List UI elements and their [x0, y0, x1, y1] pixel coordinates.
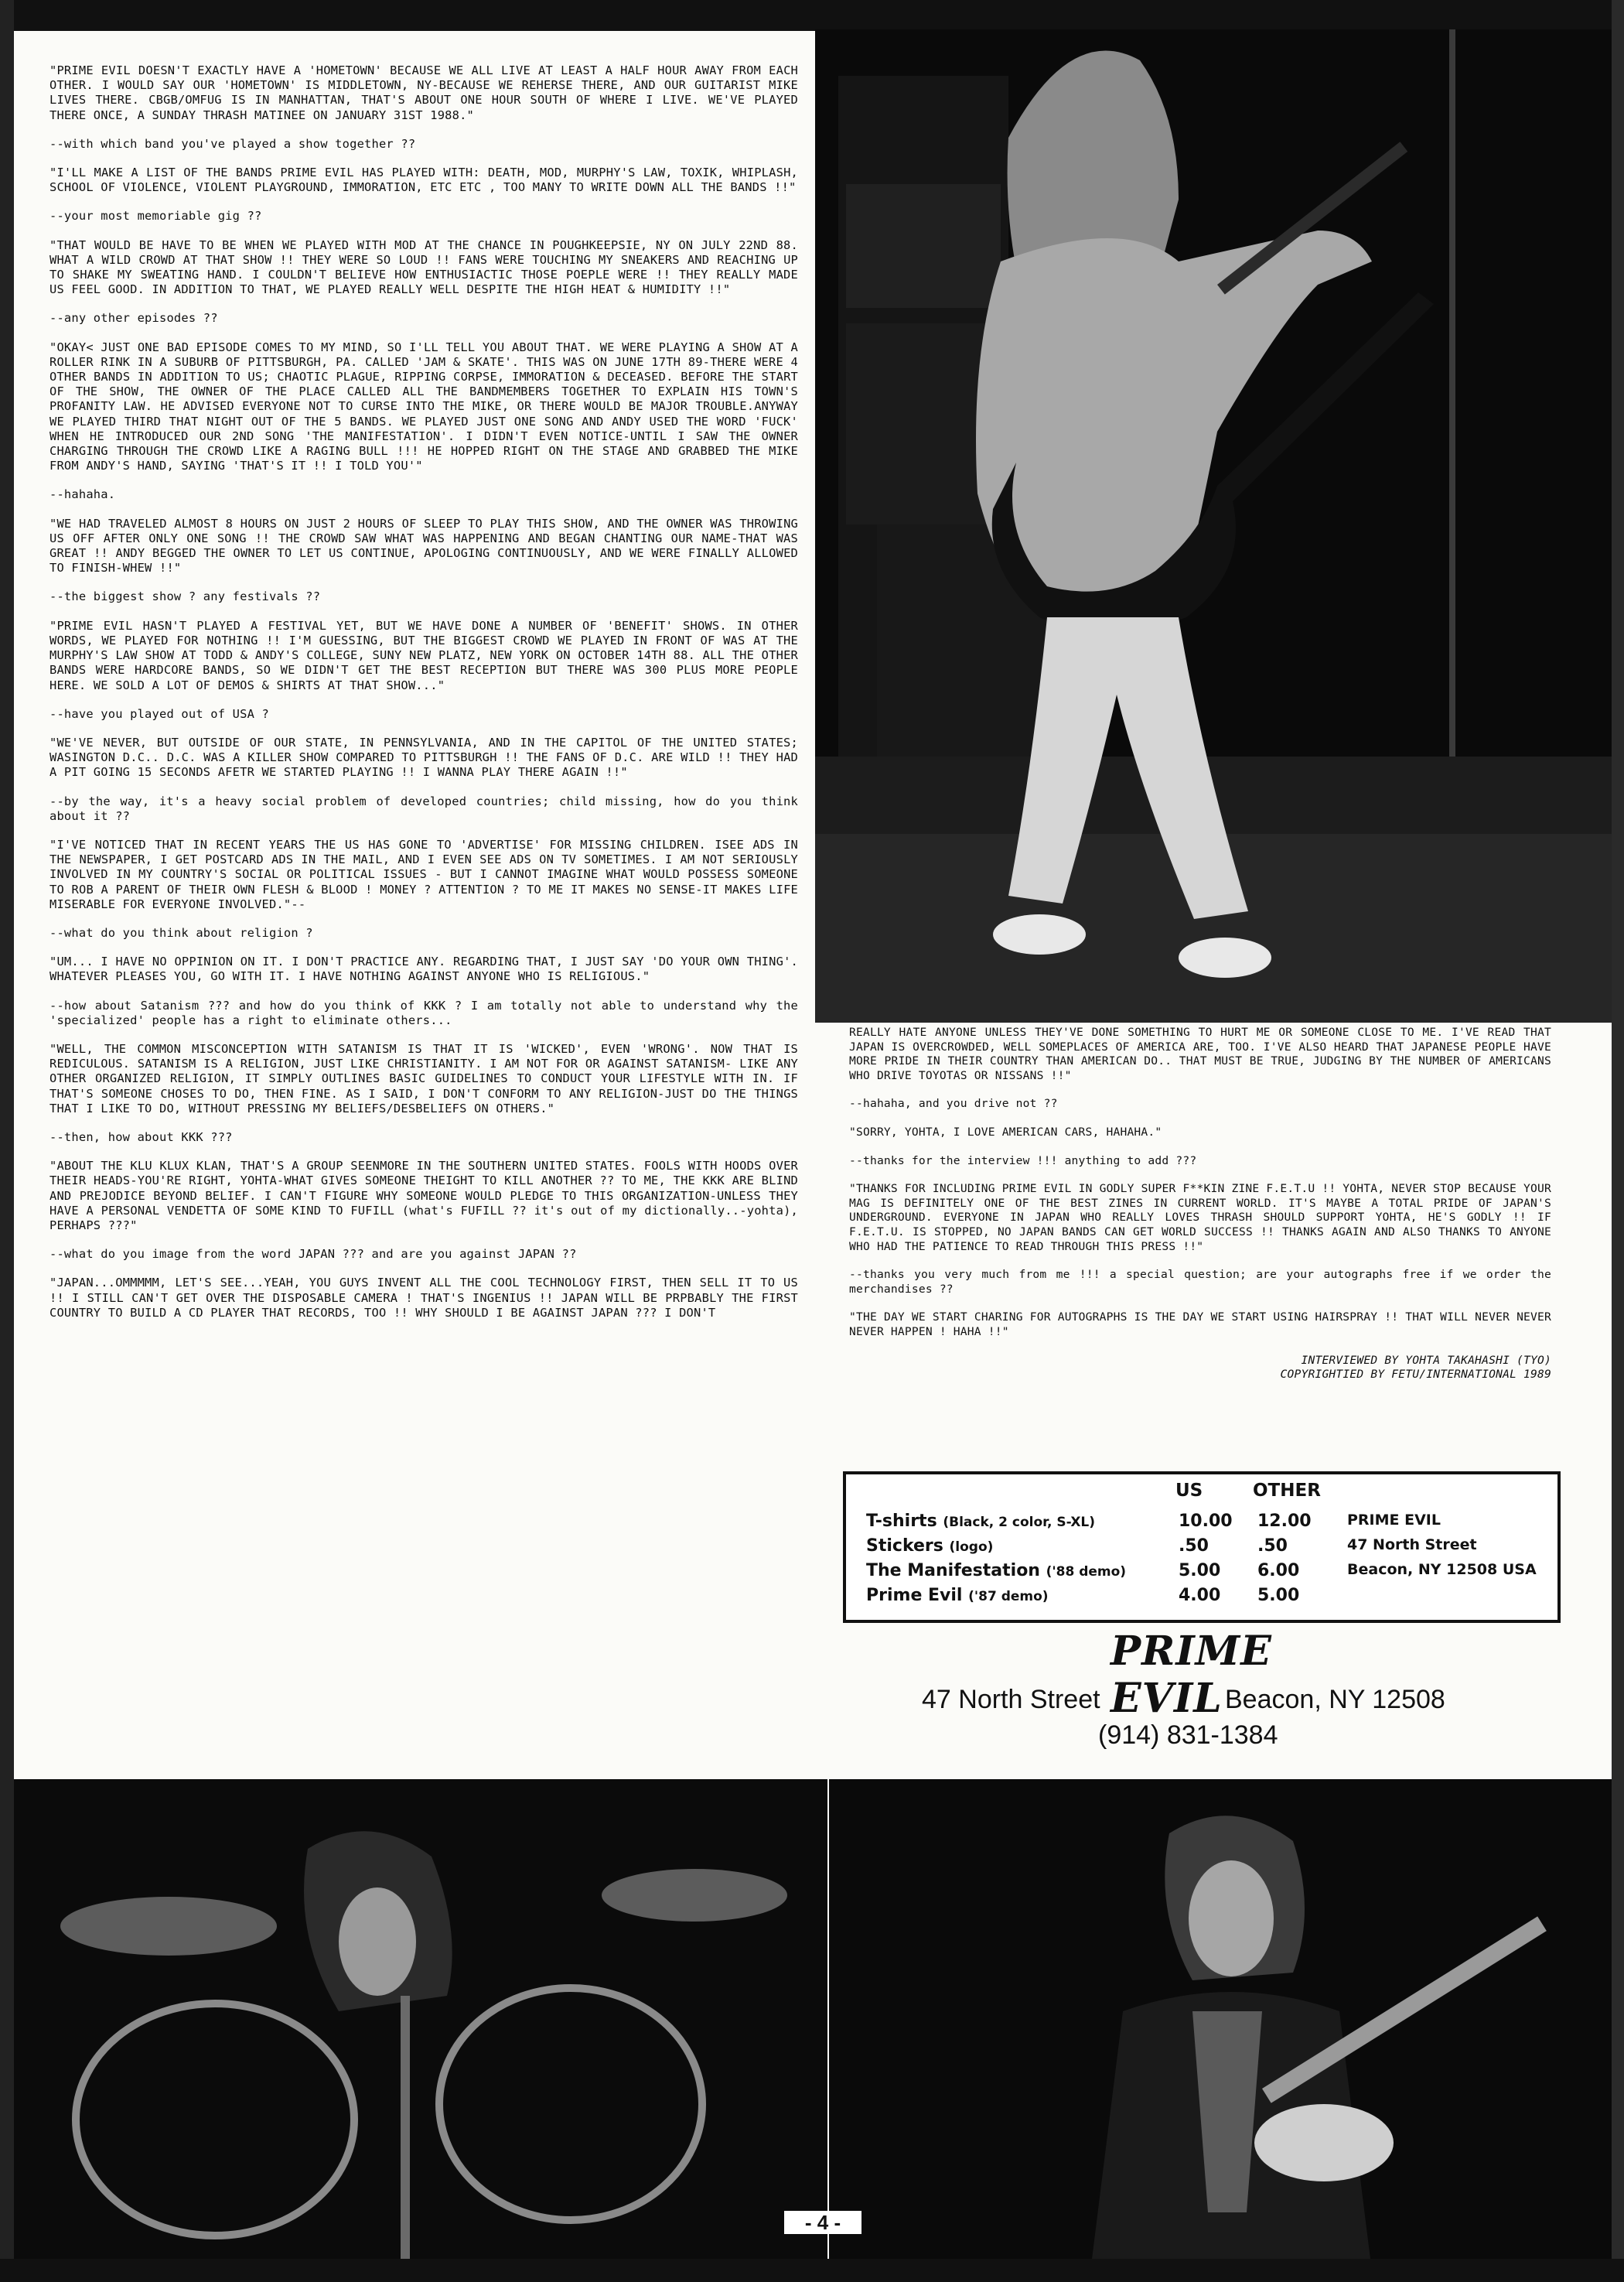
interview-answer: "UM... I HAVE NO OPPINION ON IT. I DON'T PRACTICE ANY. REGARDING THAT, I JUST SAY 'DO YOUR OWN THING'. WHATEVER PLEASES YOU, GO WITH IT. I HAVE NOTHING AGAINST ANYONE WHO IS RELIGIOUS.": [49, 955, 798, 984]
contact-street: 47 North Street: [922, 1685, 1100, 1714]
interview-answer: REALLY HATE ANYONE UNLESS THEY'VE DONE SOMETHING TO HURT ME OR SOMEONE CLOSE TO ME. I'VE READ THAT JAPAN IS OVERCROWDED, WELL SOMEPLACES OF AMERICA ARE, TOO. I'VE ALSO HEARD THAT JAPANESE PEOPLE HAVE MORE PRIDE IN THEIR COUNTRY THAN AMERICAN DO.. THAT MUST BE TRUE, JUDGING BY THE NUMBER OF AMERICANS WHO DRIVE TOYOTAS OR NISSANS !!": [849, 1026, 1551, 1082]
interview-answer: "WELL, THE COMMON MISCONCEPTION WITH SATANISM IS THAT IT IS 'WICKED', EVEN 'WRONG'. NOW THAT IS REDICULOUS. SATANISM IS A RELIGION, JUST LIKE CHRISTIANITY. I AM NOT FOR OR AGAINST SATANISM- LIKE ANY OTHER ORGANIZED RELIGION, IT SIMPLY OUTLINES BASIC GUIDELINES TO CONDUCT YOUR LIFESTYLE WITH IN. IF THAT'S SOMEONE CHOSES TO DO, THEN FINE. AS I SAID, I DON'T CONFORM TO ANY RELIGION-JUST DO THE THINGS THAT I LIKE TO DO, WITHOUT PRESSING MY BELIEFS/DESBELIEFS ON OTHERS.": [49, 1041, 798, 1115]
interview-answer: "SORRY, YOHTA, I LOVE AMERICAN CARS, HAHAHA.": [849, 1125, 1162, 1139]
page-number: - 4 -: [784, 2211, 861, 2234]
price-us: 10.00: [1179, 1512, 1233, 1531]
interview-answer: "THANKS FOR INCLUDING PRIME EVIL IN GODLY SUPER F**KIN ZINE F.E.T.U !! YOHTA, NEVER STOP BECAUSE YOUR MAG IS DEFINITELY ONE OF THE BEST ZINES IN CURRENT WORLD. IT'S MAYBE A TOTAL PRIDE OF JAPAN'S UNDERGROUND. EVERYONE IN JAPAN WHO REALLY LOVES THRASH SHOULD SUPPORT YOHTA, HE'S GODLY !! IF F.E.T.U. IS STOPPED, NO JAPAN BANDS CAN GET WORLD SUCCESS !! THANKS AGAIN AND ALSO THANKS TO ANYONE WHO HAD THE PATIENCE TO READ THROUGH THIS PRESS !!": [849, 1182, 1551, 1253]
price-item: The Manifestation ('88 demo): [866, 1561, 1127, 1580]
interview-question: --with which band you've played a show together ??: [49, 136, 416, 151]
price-other: 12.00: [1257, 1512, 1312, 1531]
interview-question: --by the way, it's a heavy social problem of developed countries; child missing, how do you think about it ??: [49, 794, 798, 823]
mail-address-line: PRIME EVIL: [1347, 1512, 1441, 1529]
interview-answer: "OKAY< JUST ONE BAD EPISODE COMES TO MY MIND, SO I'LL TELL YOU ABOUT THAT. WE WERE PLAYING A SHOW AT A ROLLER RINK IN A SUBURB OF PITTSBURGH, PA. CALLED 'JAM & SKATE'. THIS WAS ON JUNE 17TH 89-THERE WERE 4 OTHER BANDS IN ADDITION TO US; CHAOTIC PLAGUE, RIPPING CORPSE, IMMORATION & DECEASED. BEFORE THE START OF THE SHOW, THE OWNER OF THE PLACE CALLED ALL THE BANDMEMBERS TOGETHER TO EXPLAIN HIS TOWN'S PROFANITY LAW. HE ADVISED EVERYONE NOT TO CURSE INTO THE MIKE, OR THERE WOULD BE MAJOR TROUBLE.ANYWAY WE PLAYED THIRD THAT NIGHT OUT OF THE 5 BANDS. WE PLAYED JUST ONE SONG AND ANDY USED THE WORD 'FUCK' WHEN HE INTRODUCED OUR 2ND SONG 'THE MANIFESTATION'. I DIDN'T EVEN NOTICE-UNTIL I SAW THE OWNER CHARGING THROUGH THE CROWD LIKE A RAGING BULL !!! HE HOPPED RIGHT ON THE STAGE AND GRABBED THE MIKE FROM ANDY'S HAND, SAYING 'THAT'S IT !! I TOLD YOU'": [49, 340, 798, 473]
price-item: Stickers (logo): [866, 1536, 994, 1556]
prime-evil-logo: PRIME EVIL: [1111, 1628, 1272, 1722]
interview-column-left: [49, 63, 798, 1773]
interview-answer: "PRIME EVIL HASN'T PLAYED A FESTIVAL YET, BUT WE HAVE DONE A NUMBER OF 'BENEFIT' SHOWS. IN OTHER WORDS, WE PLAYED FOR NOTHING !! I'M GUESSING, BUT THE BIGGEST CROWD WE PLAYED IN FRONT OF WAS AT THE MURPHY'S LAW SHOW AT TODD & ANDY'S COLLEGE, SUNY NEW PLATZ, NEW YORK ON OCTOBER 14TH 88. ALL THE OTHER BANDS WERE HARDCORE BANDS, SO WE DIDN'T GET THE BEST RECEPTION BUT THERE WAS 300 PLUS MORE PEOPLE HERE. WE SOLD A LOT OF DEMOS & SHIRTS AT THAT SHOW...": [49, 618, 798, 692]
price-header-us: US: [1175, 1481, 1203, 1501]
interview-question: --hahaha, and you drive not ??: [849, 1097, 1058, 1111]
price-other: 5.00: [1257, 1586, 1300, 1605]
mail-address-line: 47 North Street: [1347, 1536, 1477, 1553]
interview-column-right: [849, 1026, 1551, 1459]
interview-question: --thanks for the interview !!! anything to add ???: [849, 1153, 1197, 1167]
interview-credit-line1: INTERVIEWED BY YOHTA TAKAHASHI (TYO): [1301, 1353, 1551, 1367]
interview-answer: "THE DAY WE START CHARING FOR AUTOGRAPHS IS THE DAY WE START USING HAIRSPRAY !! THAT WILL NEVER NEVER NEVER HAPPEN ! HAHA !!": [849, 1310, 1551, 1338]
scan-left-edge: [0, 0, 14, 2282]
price-other: .50: [1257, 1536, 1288, 1556]
interview-question: --the biggest show ? any festivals ??: [49, 589, 321, 604]
scan-right-edge: [1612, 0, 1624, 2282]
interview-question: --what do you think about religion ?: [49, 925, 313, 940]
drummer-photo: [14, 1779, 827, 2259]
price-other: 6.00: [1257, 1561, 1300, 1580]
interview-answer: "ABOUT THE KLU KLUX KLAN, THAT'S A GROUP SEENMORE IN THE SOUTHERN UNITED STATES. FOOLS WITH HOODS OVER THEIR HEADS-YOU'RE RIGHT, YOHTA-WHAT GIVES SOMEONE THEIGHT TO KILL ANOTHER ?? TO ME, THE KKK ARE BLIND AND PREJODICE BEYOND BELIEF. I CAN'T FIGURE WHY SOMEONE WOULD PLEDGE TO THIS ORGANIZATION-UNLESS THEY HAVE A PERSONAL VENDETTA OF SOME KIND TO FUFILL (what's FUFILL ?? it's out of my dictionally..-yohta), PERHAPS ???": [49, 1159, 798, 1232]
contact-city: Beacon, NY 12508: [1225, 1685, 1445, 1714]
interview-question: --how about Satanism ??? and how do you think of KKK ? I am totally not able to understand why the 'specialized' people has a right to eliminate others...: [49, 998, 798, 1027]
price-row: [846, 1536, 1557, 1559]
price-us: 5.00: [1179, 1561, 1221, 1580]
scan-top-edge: [0, 0, 1624, 31]
price-us: .50: [1179, 1536, 1209, 1556]
interview-question: --any other episodes ??: [49, 311, 218, 326]
interview-question: --have you played out of USA ?: [49, 706, 269, 721]
interview-question: --your most memoriable gig ??: [49, 209, 262, 224]
merch-price-list: [843, 1471, 1561, 1623]
price-header-other: OTHER: [1253, 1481, 1321, 1501]
interview-answer: "WE'VE NEVER, BUT OUTSIDE OF OUR STATE, IN PENNSYLVANIA, AND IN THE CAPITOL OF THE UNITED STATES; WASINGTON D.C.. D.C. WAS A KILLER SHOW COMPARED TO PITTSBURGH !! THE FANS OF D.C. ARE WILD !! THEY HAD A PIT GOING 15 SECONDS AFETR WE STARTED PLAYING !! I WANNA PLAY THERE AGAIN !!": [49, 735, 798, 780]
interview-question: --then, how about KKK ???: [49, 1129, 233, 1144]
price-row: [846, 1512, 1557, 1535]
interview-question: --what do you image from the word JAPAN ??? and are you against JAPAN ??: [49, 1247, 577, 1262]
interview-answer: "I'VE NOTICED THAT IN RECENT YEARS THE US HAS GONE TO 'ADVERTISE' FOR MISSING CHILDREN. ISEE ADS IN THE NEWSPAPER, I GET POSTCARD ADS IN THE MAIL, AND I EVEN SEE ADS ON TV SOMETIMES. I AM NOT SERIOUSLY INVOLVED IN MY COUNTRY'S SOCIAL OR POLITICAL ISSUES - BUT I CANNOT IMAGINE WHAT WOULD POSSESS SOMEONE TO ROB A PARENT OF THEIR OWN FLESH & BLOOD ! MONEY ? ATTENTION ? TO ME IT MAKES NO SENSE-IT MAKES LIFE MISERABLE FOR EVERYONE INVOLVED."--: [49, 837, 798, 911]
guitarist-photo: [815, 29, 1612, 1023]
interview-answer: "WE HAD TRAVELED ALMOST 8 HOURS ON JUST 2 HOURS OF SLEEP TO PLAY THIS SHOW, AND THE OWNER WAS THROWING US OFF AFTER ONLY ONE SONG !! THE CROWD SAW WHAT WAS HAPPENING AND BEGAN CHANTING OUR NAME-THAT WAS GREAT !! ANDY BEGGED THE OWNER TO LET US CONTINUE, APOLOGING CONTINUOUSLY, AND WE WERE FINALLY ALLOWED TO FINISH-WHEW !!": [49, 516, 798, 576]
interview-answer: "JAPAN...OMMMMM, LET'S SEE...YEAH, YOU GUYS INVENT ALL THE COOL TECHNOLOGY FIRST, THEN SELL IT TO US !! I STILL CAN'T GET OVER THE DISPOSABLE CAMERA ! THAT'S INGENIUS !! JAPAN WILL BE PRPBABLY THE FIRST COUNTRY TO BUILD A CD PLAYER THAT RECORDS, TOO !! WHY SHOULD I BE AGAINST JAPAN ??? I DON'T: [49, 1276, 798, 1320]
price-us: 4.00: [1179, 1586, 1221, 1605]
price-row: [846, 1586, 1557, 1609]
interview-answer: "PRIME EVIL DOESN'T EXACTLY HAVE A 'HOMETOWN' BECAUSE WE ALL LIVE AT LEAST A HALF HOUR AWAY FROM EACH OTHER. I WOULD SAY OUR 'HOMETOWN' IS MIDDLETOWN, NY-BECAUSE WE REHERSE THERE, AND OUR GUITARIST MIKE LIVES THERE. CBGB/OMFUG IS IN MANHATTAN, THAT'S ABOUT ONE HOUR SOUTH OF WHERE I LIVE. WE'VE PLAYED THERE ONCE, A SUNDAY THRASH MATINEE ON JANUARY 31ST 1988.": [49, 63, 798, 122]
interview-answer: "I'LL MAKE A LIST OF THE BANDS PRIME EVIL HAS PLAYED WITH: DEATH, MOD, MURPHY'S LAW, TOXIK, WHIPLASH, SCHOOL OF VIOLENCE, VIOLENT PLAYGROUND, IMMORATION, ETC ETC , TOO MANY TO WRITE DOWN ALL THE BANDS !!": [49, 166, 798, 195]
second-guitarist-photo: [829, 1779, 1612, 2259]
price-item: T-shirts (Black, 2 color, S-XL): [866, 1512, 1096, 1531]
price-row: [846, 1561, 1557, 1584]
mail-address-line: Beacon, NY 12508 USA: [1347, 1561, 1537, 1578]
price-item: Prime Evil ('87 demo): [866, 1586, 1049, 1605]
interview-answer: "THAT WOULD BE HAVE TO BE WHEN WE PLAYED WITH MOD AT THE CHANCE IN POUGHKEEPSIE, NY ON JULY 22ND 88. WHAT A WILD CROWD AT THAT SHOW !! THEY WERE SO LOUD !! FANS WERE TOUCHING MY SNEAKERS AND REACHING UP TO SHAKE MY SWEATING HAND. I COULDN'T BELIEVE HOW ENTHUSIACTIC THOSE POEPLE WERE !! THEY REALLY MADE US FEEL GOOD. IN ADDITION TO THAT, WE PLAYED REALLY WELL DESPITE THE HIGH HEAT & HUMIDITY !!": [49, 237, 798, 297]
scan-bottom-edge: [0, 2259, 1624, 2282]
interview-question: --thanks you very much from me !!! a special question; are your autographs free if we order the merchandises ??: [849, 1268, 1551, 1296]
contact-phone: (914) 831-1384: [1098, 1720, 1278, 1750]
interview-question: --hahaha.: [49, 487, 116, 502]
interview-credit-line2: COPYRIGHTIED BY FETU/INTERNATIONAL 1989: [1280, 1368, 1551, 1382]
